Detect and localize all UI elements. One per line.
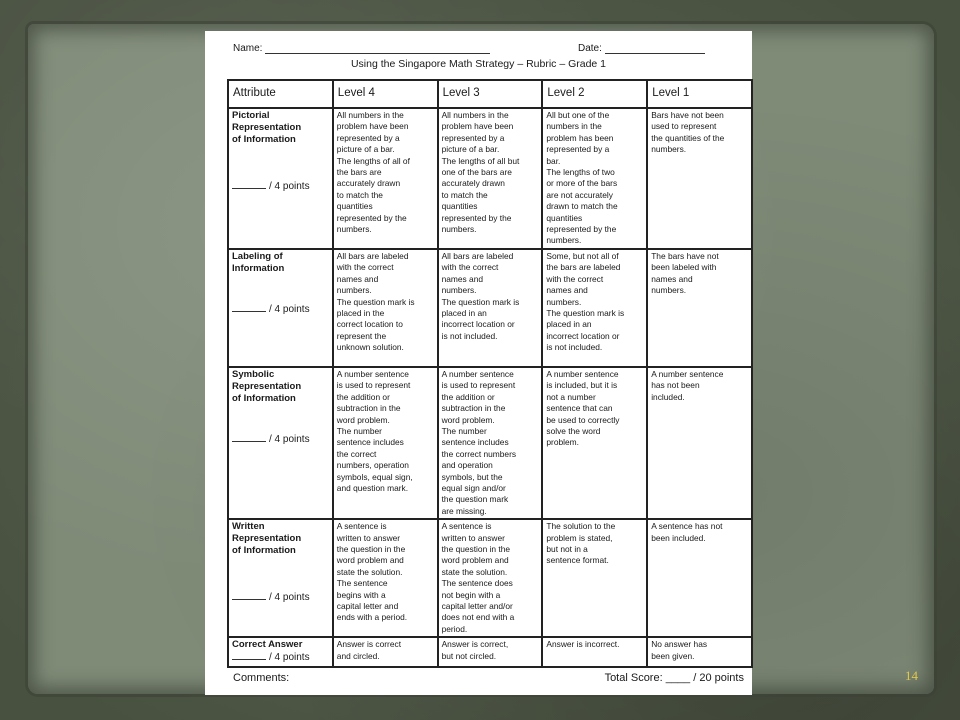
level-1-cell: No answer has been given. [647, 637, 752, 667]
column-header-level-4: Level 4 [333, 80, 438, 108]
points-line: / 4 points [232, 180, 329, 192]
level-2-cell: Answer is incorrect. [542, 637, 647, 667]
name-blank-line [265, 44, 490, 54]
table-row [228, 519, 752, 637]
attribute-name: Pictorial Representation of Information [232, 110, 302, 145]
level-1-cell: A sentence has not been included. [647, 519, 752, 637]
points-line: / 4 points [232, 591, 329, 603]
comments-label: Comments: [233, 672, 290, 684]
level-1-cell: A number sentence has not been included. [647, 367, 752, 519]
header-row-columns [228, 80, 752, 108]
table-row [228, 637, 752, 667]
points-line: / 4 points [232, 303, 329, 315]
rubric-table [227, 79, 753, 668]
date-label: Date: [578, 43, 602, 54]
column-header-attribute: Attribute [228, 80, 333, 108]
points-line: / 4 points [232, 433, 329, 445]
table-row [228, 367, 752, 519]
level-3-cell: A sentence is written to answer the question in the word problem and state the solution. The sentence does not begin with a capital letter and/or does not end with a period. [438, 519, 543, 637]
level-3-cell: All numbers in the problem have been represented by a picture of a bar. The lengths of all but one of the bars are accurately drawn to match the quantities represented by the numbers. [438, 108, 543, 249]
level-2-cell: The solution to the problem is stated, but not in a sentence format. [542, 519, 647, 637]
level-4-cell: A sentence is written to answer the question in the word problem and state the solution. The sentence begins with a capital letter and ends with a period. [333, 519, 438, 637]
table-row [228, 108, 752, 249]
attribute-name: Symbolic Representation of Information [232, 368, 302, 404]
points-line: / 4 points [232, 651, 329, 663]
column-header-level-1: Level 1 [647, 80, 752, 108]
attribute-cell [228, 519, 333, 637]
level-1-cell: The bars have not been labeled with names and numbers. [647, 249, 752, 367]
attribute-cell [228, 249, 333, 367]
level-4-cell: All numbers in the problem have been represented by a picture of a bar. The lengths of all of the bars are accurately drawn to match the quantities represented by the numbers. [333, 108, 438, 249]
date-blank-line [605, 44, 705, 54]
level-4-cell: Answer is correct and circled. [333, 637, 438, 667]
page-number: 14 [905, 668, 918, 683]
rubric-sheet [205, 31, 752, 695]
level-2-cell: Some, but not all of the bars are labeled with the correct names and numbers. The question mark is placed in an incorrect location or is not included. [542, 249, 647, 367]
footer-row [233, 672, 744, 684]
name-label: Name: [233, 43, 263, 54]
level-2-cell: All but one of the numbers in the problem has been represented by a bar. The lengths of two or more of the bars are not accurately drawn to match the quantities represented by the numbers. [542, 108, 647, 249]
level-3-cell: Answer is correct, but not circled. [438, 637, 543, 667]
level-3-cell: All bars are labeled with the correct names and numbers. The question mark is placed in an incorrect location or is not included. [438, 249, 543, 367]
level-4-cell: A number sentence is used to represent the addition or subtraction in the word problem. The number sentence includes the correct numbers, operation symbols, equal sign, and question mark. [333, 367, 438, 519]
rubric-title: Using the Singapore Math Strategy – Rubric – Grade 1 [350, 58, 607, 70]
attribute-name: Written Representation of Information [232, 521, 302, 557]
header-row [233, 38, 728, 54]
attribute-cell [228, 108, 333, 249]
column-header-level-3: Level 3 [438, 80, 543, 108]
total-score-label: Total Score: ____ / 20 points [604, 672, 744, 684]
attribute-cell [228, 367, 333, 519]
attribute-name: Correct Answer [232, 639, 303, 651]
name-field [233, 38, 578, 54]
attribute-cell [228, 637, 333, 667]
table-row [228, 249, 752, 367]
date-field [578, 38, 728, 54]
level-2-cell: A number sentence is included, but it is not a number sentence that can be used to correctly solve the word problem. [542, 367, 647, 519]
level-4-cell: All bars are labeled with the correct names and numbers. The question mark is placed in the correct location to represent the unknown solution. [333, 249, 438, 367]
column-header-level-2: Level 2 [542, 80, 647, 108]
level-3-cell: A number sentence is used to represent the addition or subtraction in the word problem. The number sentence includes the correct numbers and operation symbols, but the equal sign and/or the question mark are missing. [438, 367, 543, 519]
level-1-cell: Bars have not been used to represent the quantities of the numbers. [647, 108, 752, 249]
attribute-name: Labeling of Information [232, 250, 285, 274]
